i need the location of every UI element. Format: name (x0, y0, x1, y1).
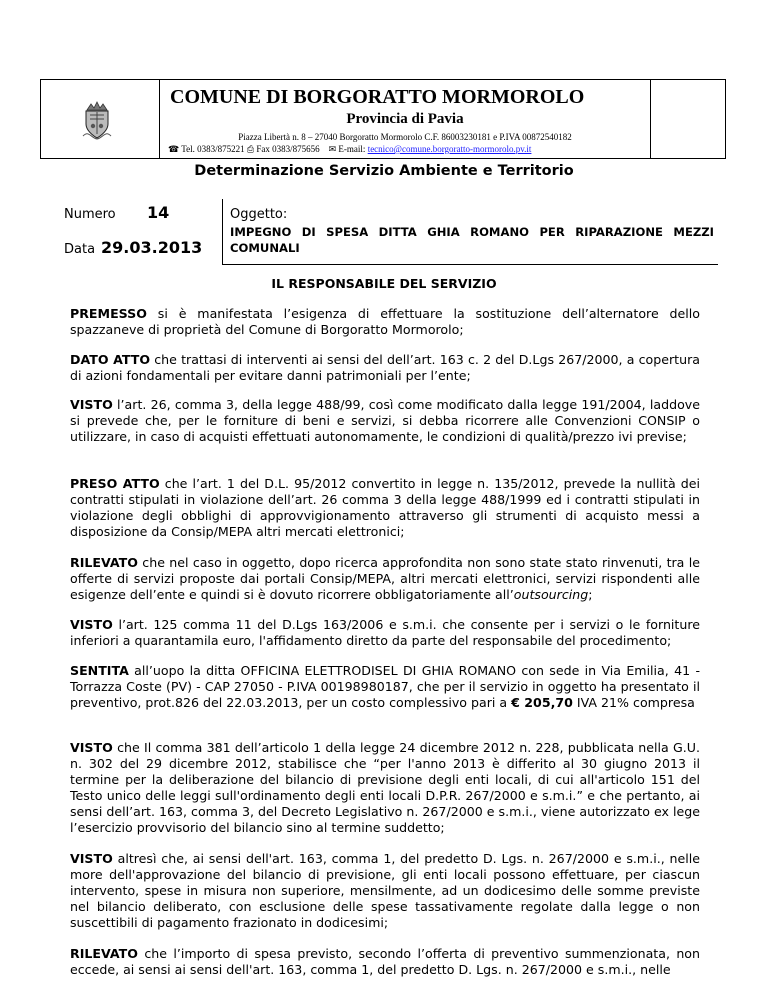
subject-cell (223, 199, 718, 265)
paragraph-dato-atto (70, 352, 700, 384)
paragraph-lead: PRESO ATTO (70, 476, 160, 491)
paragraph-rilevato-mepa (70, 555, 700, 603)
paragraph-text: che trattasi di interventi ai sensi del dell’art. 163 c. 2 del D.Lgs 267/2000, a copertura di azioni fondamentali per evitare danni patrimoniali per l’ente; (70, 352, 700, 383)
municipal-crest-icon (81, 100, 113, 140)
paragraph-text: all’uopo la ditta OFFICINA ELETTRODISEL DI GHIA ROMANO con sede in Via Emilia, 41 - Torrazza Coste (PV) - CAP 27050 - P.IVA 00198980187, che per il servizio in oggetto ha presentato il preventivo, prot.826 del 22.03.2013, per un costo complessivo pari a (70, 663, 700, 710)
paragraph-italic: outsourcing (513, 587, 589, 602)
province-name: Provincia di Pavia (346, 111, 464, 127)
paragraph-visto-comma381 (70, 740, 700, 836)
paragraph-text: che l’importo di spesa previsto, secondo l’offerta di preventivo summenzionata, non eccede, ai sensi ai sensi dell'art. 163, comma 1, del predetto D. Lgs. n. 267/2000 e s.m.i., nelle (70, 946, 700, 977)
paragraph-visto-art125 (70, 617, 700, 649)
paragraph-text: che nel caso in oggetto, dopo ricerca approfondita non sono state stato rinvenuti, tra le offerte di servizi proposte dai portali Consip/MEPA, altri mercati elettronici, servizi rispondenti alle esigenze dell’ente e quindi si è dovuto ricorrere obbligatoriamente all’ (70, 555, 700, 602)
paragraph-preso-atto (70, 476, 700, 540)
paragraph-lead: PREMESSO (70, 306, 147, 321)
date-value: 29.03.2013 (101, 238, 203, 257)
paragraph-tail: ; (588, 587, 593, 602)
cost-amount: € 205,70 (511, 695, 573, 710)
paragraph-lead: VISTO (70, 397, 113, 412)
phone-number: ☎ Tel. 0383/875221 (168, 144, 245, 154)
number-label: Numero (64, 207, 116, 222)
paragraph-premesso (70, 306, 700, 338)
fax-icon: ⎙ (246, 144, 255, 154)
paragraph-text: si è manifestata l’esigenza di effettuare la sostituzione dell’alternatore dello spazzaneve di proprietà del Comune di Borgoratto Mormorolo; (70, 306, 700, 337)
municipality-title: COMUNE DI BORGORATTO MORMOROLO (170, 86, 585, 108)
paragraph-lead: VISTO (70, 617, 113, 632)
section-title: IL RESPONSABILE DEL SERVIZIO (271, 276, 497, 291)
paragraph-lead: VISTO (70, 740, 113, 755)
letterhead-blank-cell (651, 80, 725, 158)
paragraph-text: l’art. 125 comma 11 del D.Lgs 163/2006 e s.m.i. che consente per i servizi o le forniture inferiori a quarantamila euro, l'affidamento diretto da parte del responsabile del procedimento; (70, 617, 700, 648)
letterhead (40, 79, 726, 159)
subject-text: IMPEGNO DI SPESA DITTA GHIA ROMANO PER RIPARAZIONE MEZZI COMUNALI (230, 225, 714, 255)
address-line: Piazza Libertà n. 8 – 27040 Borgoratto Mormorolo C.F. 86003230181 e P.IVA 00872540182 (238, 132, 572, 142)
letterhead-text (160, 80, 651, 158)
paragraph-text: altresì che, ai sensi dell'art. 163, comma 1, del predetto D. Lgs. n. 267/2000 e s.m.i., nelle more dell'approvazione del bilancio di previsione, gli enti locali possono effettuare, per ciascun intervento, spese in misura non superiore, mensilmente, ad un dodicesimo delle somme previste nel bilancio deliberato, con esclusione delle spese tassativamente regolate dalla legge o non suscettibili di pagamento frazionato in dodicesimi; (70, 851, 700, 930)
number-value: 14 (147, 203, 170, 222)
email-link[interactable]: tecnico@comune.borgoratto-mormorolo.pv.it (367, 144, 532, 154)
paragraph-lead: DATO ATTO (70, 352, 151, 367)
paragraph-lead: RILEVATO (70, 555, 138, 570)
paragraph-sentita (70, 663, 700, 711)
document-heading: Determinazione Servizio Ambiente e Territorio (194, 163, 574, 179)
paragraph-lead: VISTO (70, 851, 113, 866)
logo-cell (41, 80, 160, 158)
paragraph-visto-art163 (70, 851, 700, 931)
paragraph-text: l’art. 26, comma 3, della legge 488/99, così come modificato dalla legge 191/2004, laddove si prevede che, per le forniture di beni e servizi, si debba ricorrere alle Convenzioni CONSIP o utilizzare, in caso di acquisti effettuati autonomamente, le condizioni di qualità/prezzo ivi previse; (70, 397, 700, 444)
paragraph-lead: RILEVATO (70, 946, 138, 961)
subject-label: Oggetto: (230, 207, 288, 222)
paragraph-visto-consip (70, 397, 700, 445)
paragraph-lead: SENTITA (70, 663, 129, 678)
email-label: ✉ E-mail: (328, 144, 366, 154)
contact-line (168, 144, 531, 155)
number-date-cell (64, 199, 223, 265)
paragraph-rilevato-importo (70, 946, 700, 978)
date-label: Data (64, 242, 96, 257)
paragraph-tail: IVA 21% compresa (572, 695, 695, 710)
determination-meta (64, 199, 718, 265)
paragraph-text: che Il comma 381 dell’articolo 1 della legge 24 dicembre 2012 n. 228, pubblicata nella G.U. n. 302 del 29 dicembre 2012, stabilisce che “per l'anno 2013 è differito al 30 giugno 2013 il termine per la deliberazione del bilancio di previsione degli enti locali, di cui all'articolo 151 del Testo unico delle leggi sull'ordinamento degli enti locali D.P.R. 267/2000 e s.m.i.” e che pertanto, ai sensi dell’art. 163, comma 3, del Decreto Legislativo n. 267/2000 e s.m.i., viene autorizzato ex lege l’esercizio provvisorio del bilancio sino al termine suddetto; (70, 740, 700, 835)
fax-number: Fax 0383/875656 (256, 144, 320, 154)
paragraph-text: che l’art. 1 del D.L. 95/2012 convertito in legge n. 135/2012, prevede la nullità dei contratti stipulati in violazione dell’art. 26 comma 3 della legge 488/1999 ed i contratti stipulati in violazione degli obblighi di approvvigionamento attraverso gli strumenti di acquisto messi a disposizione da Consip/MEPA altri mercati elettronici; (70, 476, 700, 539)
